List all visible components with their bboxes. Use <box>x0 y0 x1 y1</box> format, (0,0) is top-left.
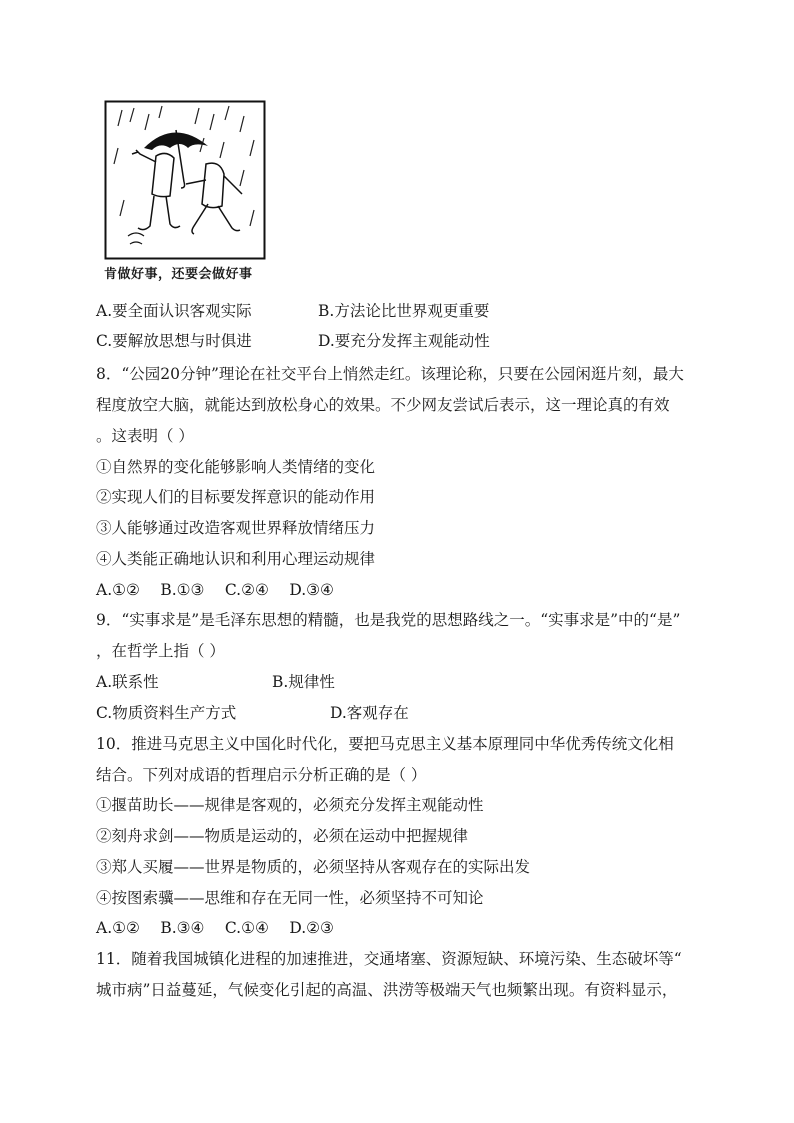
q9-options-row-2 <box>96 703 409 723</box>
q7-option-b: B.方法论比世界观更重要 <box>318 302 490 320</box>
q10-stem-line-2: 结合。下列对成语的哲理启示分析正确的是（ ） <box>96 766 427 784</box>
q8-stem-line-2: 程度放空大脑，就能达到放松身心的效果。不少网友尝试后表示，这一理论真的有效 <box>96 396 670 414</box>
q10-stem-line-1: 10．推进马克思主义中国化时代化，要把马克思主义基本原理同中华优秀传统文化相 <box>96 735 674 753</box>
q8-options: A.①② B.①③ C.②④ D.③④ <box>96 581 334 599</box>
q11-stem-line-1: 11．随着我国城镇化进程的加速推进，交通堵塞、资源短缺、环境污染、生态破坏等“ <box>96 950 682 968</box>
q7-options-row-1 <box>96 301 490 321</box>
q9-options-row-1 <box>96 672 335 692</box>
q7-options-row-2 <box>96 331 490 351</box>
q7-option-d: D.要充分发挥主观能动性 <box>318 332 490 350</box>
q8-stem-line-1: 8．“公园20分钟”理论在社交平台上悄然走红。该理论称，只要在公园闲逛片刻，最大 <box>96 365 684 383</box>
figure-caption: 肯做好事，还要会做好事 <box>104 267 253 282</box>
q7-option-c: C.要解放思想与时俱进 <box>96 332 252 350</box>
q11-stem-line-2: 城市病”日益蔓延，气候变化引起的高温、洪涝等极端天气也频繁出现。有资料显示， <box>96 981 678 999</box>
q9-option-b: B.规律性 <box>272 673 335 691</box>
cartoon-drawing <box>104 100 266 260</box>
q10-statement-3: ③郑人买履——世界是物质的，必须坚持从客观存在的实际出发 <box>96 858 531 876</box>
q10-statement-2: ②刻舟求剑——物质是运动的，必须在运动中把握规律 <box>96 827 469 845</box>
q10-statement-1: ①揠苗助长——规律是客观的，必须充分发挥主观能动性 <box>96 796 484 814</box>
q7-option-a: A.要全面认识客观实际 <box>96 302 252 320</box>
q9-option-d: D.客观存在 <box>330 704 409 722</box>
q10-statement-4: ④按图索骥——思维和存在无同一性，必须坚持不可知论 <box>96 889 484 907</box>
q10-options: A.①② B.③④ C.①④ D.②③ <box>96 919 334 937</box>
q9-stem-line-1: 9．“实事求是”是毛泽东思想的精髓，也是我党的思想路线之一。“实事求是”中的“是” <box>96 611 681 629</box>
q9-option-c: C.物质资料生产方式 <box>96 704 237 722</box>
cartoon-illustration <box>104 100 266 260</box>
q8-statement-3: ③人能够通过改造客观世界释放情绪压力 <box>96 519 376 537</box>
q9-stem-line-2: ，在哲学上指（ ） <box>96 642 225 660</box>
q8-statement-2: ②实现人们的目标要发挥意识的能动作用 <box>96 488 376 506</box>
q8-statement-4: ④人类能正确地认识和利用心理运动规律 <box>96 550 376 568</box>
q8-statement-1: ①自然界的变化能够影响人类情绪的变化 <box>96 458 376 476</box>
q8-stem-line-3: 。这表明（ ） <box>96 427 194 445</box>
q9-option-a: A.联系性 <box>96 673 159 691</box>
